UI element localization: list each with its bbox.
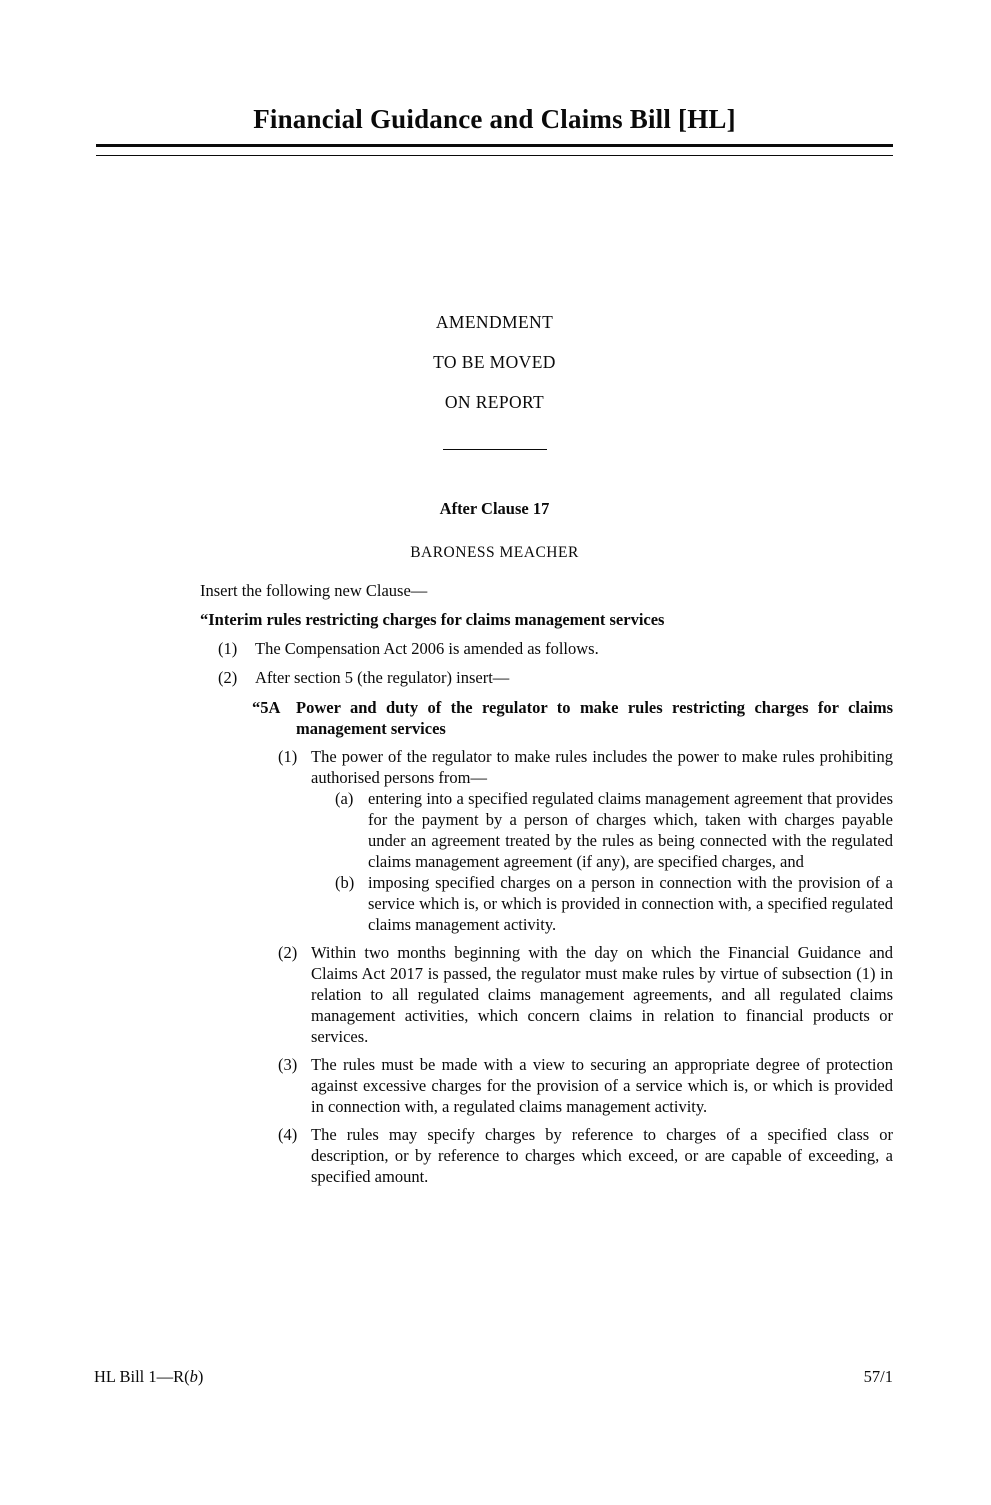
paragraph-text: imposing specified charges on a person in connection with the provision of a service which is, or which is provided in connection with, a specified regulated claims management activity.	[368, 873, 893, 934]
section-divider	[443, 449, 547, 450]
amendment-line-3: ON REPORT	[444, 392, 545, 412]
item-number: (2)	[218, 668, 238, 687]
title-rule-thick	[96, 144, 893, 147]
clause-heading: After Clause 17	[439, 499, 550, 518]
clause-item-2	[218, 667, 893, 688]
subsection-body	[311, 746, 893, 935]
item-text: After section 5 (the regulator) insert—	[255, 668, 510, 687]
footer-bill-italic: b	[189, 1367, 198, 1386]
subsection-3	[278, 1054, 893, 1117]
amendment-heading	[96, 312, 893, 413]
section-5a-number: “5A	[252, 698, 281, 717]
subsection-number: (1)	[278, 747, 298, 766]
footer-page-number: 57/1	[863, 1367, 893, 1386]
clause-item-1	[218, 638, 893, 659]
insert-instruction: Insert the following new Clause—	[200, 581, 428, 600]
subsection-text: The power of the regulator to make rules includes the power to make rules prohibiting authorised persons from—	[311, 747, 893, 787]
subsection-number: (2)	[278, 943, 298, 962]
subsection-text: Within two months beginning with the day on which the Financial Guidance and Claims Act 2017 is passed, the regulator must make rules by virtue of subsection (1) in relation to all regulated claims management agreements, and all regulated claims management activities, which concern claims in relation to financial products or services.	[311, 943, 893, 1046]
mover-name: BARONESS MEACHER	[410, 544, 579, 561]
footer-bill-suffix: )	[197, 1367, 204, 1386]
page-footer	[94, 1367, 893, 1387]
document-page	[0, 104, 991, 1187]
amendment-line-2: TO BE MOVED	[433, 352, 556, 372]
title-rule-thin	[96, 155, 893, 156]
subsection-number: (3)	[278, 1055, 298, 1074]
paragraph-a	[335, 788, 893, 872]
paragraph-letter: (b)	[335, 873, 355, 892]
section-5a-title: Power and duty of the regulator to make rules restricting charges for claims management services	[296, 698, 893, 738]
paragraph-text: entering into a specified regulated claims management agreement that provides for the payment by a person of charges which, taken with charges payable under an agreement treated by the rules as being connected with the regulated claims management agreement (if any), are specified charges, and	[368, 789, 893, 871]
subsection-text: The rules must be made with a view to securing an appropriate degree of protection against excessive charges for the provision of a service which is, or which is provided in connection with, a regulated claims management activity.	[311, 1055, 893, 1116]
item-number: (1)	[218, 639, 238, 658]
amendment-line-1: AMENDMENT	[435, 312, 554, 332]
paragraph-letter: (a)	[335, 789, 354, 808]
subsection-1	[278, 746, 893, 935]
subsection-4	[278, 1124, 893, 1187]
section-5a-heading	[252, 697, 893, 739]
item-text: The Compensation Act 2006 is amended as follows.	[255, 639, 599, 658]
document-title: Financial Guidance and Claims Bill [HL]	[253, 104, 736, 134]
footer-bill-number	[94, 1367, 203, 1387]
subsection-number: (4)	[278, 1125, 298, 1144]
footer-bill-prefix: HL Bill 1—R(	[94, 1367, 190, 1386]
subsection-2	[278, 942, 893, 1047]
paragraph-b	[335, 872, 893, 935]
subsection-text: The rules may specify charges by reference to charges of a specified class or description, or by reference to charges which exceed, or are capable of exceeding, a specified amount.	[311, 1125, 893, 1186]
new-clause-title: “Interim rules restricting charges for claims management services	[200, 610, 665, 629]
